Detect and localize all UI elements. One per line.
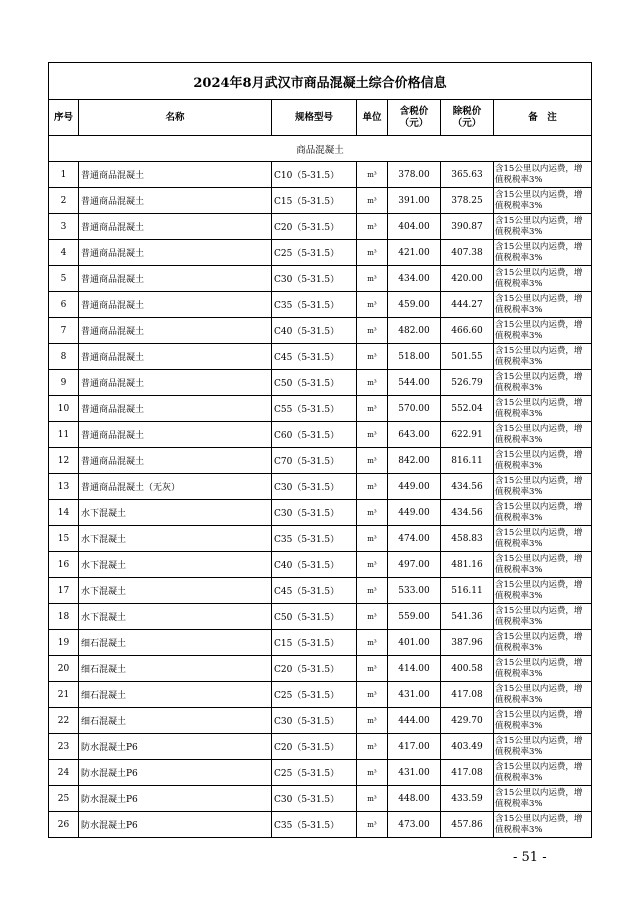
product-name-cell: 普通商品混凝土 bbox=[79, 292, 272, 318]
table-row bbox=[49, 188, 592, 214]
row-number-cell: 11 bbox=[49, 422, 79, 448]
price-excl-tax-cell: 552.04 bbox=[441, 396, 494, 422]
spec-model-cell: C15（5-31.5） bbox=[272, 188, 357, 214]
remark-cell: 含15公里以内运费，增值税税率3% bbox=[494, 292, 592, 318]
product-name-cell: 普通商品混凝土 bbox=[79, 448, 272, 474]
row-number-cell: 4 bbox=[49, 240, 79, 266]
spec-model-cell: C55（5-31.5） bbox=[272, 396, 357, 422]
row-number-cell: 12 bbox=[49, 448, 79, 474]
header-price-tax-label: 含税价 bbox=[399, 105, 429, 117]
product-name-cell: 普通商品混凝土 bbox=[79, 344, 272, 370]
table-row bbox=[49, 344, 592, 370]
table-row bbox=[49, 760, 592, 786]
price-incl-tax-cell: 431.00 bbox=[388, 682, 441, 708]
price-excl-tax-cell: 481.16 bbox=[441, 552, 494, 578]
row-number-cell: 14 bbox=[49, 500, 79, 526]
row-number-cell: 7 bbox=[49, 318, 79, 344]
price-excl-tax-cell: 433.59 bbox=[441, 786, 494, 812]
price-incl-tax-cell: 533.00 bbox=[388, 578, 441, 604]
unit-cell: m³ bbox=[357, 682, 388, 708]
spec-model-cell: C30（5-31.5） bbox=[272, 786, 357, 812]
price-excl-tax-cell: 458.83 bbox=[441, 526, 494, 552]
price-incl-tax-cell: 378.00 bbox=[388, 162, 441, 188]
product-name-cell: 细石混凝土 bbox=[79, 656, 272, 682]
table-row bbox=[49, 370, 592, 396]
price-excl-tax-cell: 407.38 bbox=[441, 240, 494, 266]
remark-cell: 含15公里以内运费，增值税税率3% bbox=[494, 318, 592, 344]
unit-cell: m³ bbox=[357, 734, 388, 760]
spec-model-cell: C15（5-31.5） bbox=[272, 630, 357, 656]
header-no: 序号 bbox=[49, 100, 79, 136]
unit-cell: m³ bbox=[357, 630, 388, 656]
header-name: 名称 bbox=[79, 100, 272, 136]
spec-model-cell: C10（5-31.5） bbox=[272, 162, 357, 188]
price-incl-tax-cell: 414.00 bbox=[388, 656, 441, 682]
unit-cell: m³ bbox=[357, 812, 388, 838]
remark-cell: 含15公里以内运费，增值税税率3% bbox=[494, 344, 592, 370]
price-incl-tax-cell: 401.00 bbox=[388, 630, 441, 656]
remark-cell: 含15公里以内运费，增值税税率3% bbox=[494, 604, 592, 630]
price-excl-tax-cell: 390.87 bbox=[441, 214, 494, 240]
price-incl-tax-cell: 391.00 bbox=[388, 188, 441, 214]
spec-model-cell: C35（5-31.5） bbox=[272, 812, 357, 838]
unit-cell: m³ bbox=[357, 656, 388, 682]
product-name-cell: 普通商品混凝土 bbox=[79, 318, 272, 344]
table-row bbox=[49, 448, 592, 474]
header-unit: 单位 bbox=[357, 100, 388, 136]
table-row bbox=[49, 240, 592, 266]
spec-model-cell: C30（5-31.5） bbox=[272, 500, 357, 526]
price-incl-tax-cell: 482.00 bbox=[388, 318, 441, 344]
spec-model-cell: C40（5-31.5） bbox=[272, 552, 357, 578]
section-title: 商品混凝土 bbox=[49, 136, 592, 162]
row-number-cell: 18 bbox=[49, 604, 79, 630]
product-name-cell: 普通商品混凝土 bbox=[79, 214, 272, 240]
price-excl-tax-cell: 622.91 bbox=[441, 422, 494, 448]
remark-cell: 含15公里以内运费，增值税税率3% bbox=[494, 552, 592, 578]
remark-cell: 含15公里以内运费，增值税税率3% bbox=[494, 214, 592, 240]
table-row bbox=[49, 292, 592, 318]
price-incl-tax-cell: 448.00 bbox=[388, 786, 441, 812]
table-row bbox=[49, 422, 592, 448]
price-excl-tax-cell: 387.96 bbox=[441, 630, 494, 656]
product-name-cell: 普通商品混凝土 bbox=[79, 240, 272, 266]
row-number-cell: 17 bbox=[49, 578, 79, 604]
remark-cell: 含15公里以内运费，增值税税率3% bbox=[494, 266, 592, 292]
unit-cell: m³ bbox=[357, 500, 388, 526]
unit-cell: m³ bbox=[357, 474, 388, 500]
product-name-cell: 细石混凝土 bbox=[79, 682, 272, 708]
price-incl-tax-cell: 421.00 bbox=[388, 240, 441, 266]
spec-model-cell: C60（5-31.5） bbox=[272, 422, 357, 448]
table-title: 2024年8月武汉市商品混凝土综合价格信息 bbox=[49, 63, 592, 100]
row-number-cell: 20 bbox=[49, 656, 79, 682]
price-excl-tax-cell: 429.70 bbox=[441, 708, 494, 734]
product-name-cell: 普通商品混凝土 bbox=[79, 266, 272, 292]
row-number-cell: 16 bbox=[49, 552, 79, 578]
price-incl-tax-cell: 518.00 bbox=[388, 344, 441, 370]
remark-cell: 含15公里以内运费，增值税税率3% bbox=[494, 630, 592, 656]
unit-cell: m³ bbox=[357, 708, 388, 734]
remark-cell: 含15公里以内运费，增值税税率3% bbox=[494, 188, 592, 214]
price-incl-tax-cell: 434.00 bbox=[388, 266, 441, 292]
price-incl-tax-cell: 643.00 bbox=[388, 422, 441, 448]
table-row bbox=[49, 604, 592, 630]
spec-model-cell: C70（5-31.5） bbox=[272, 448, 357, 474]
product-name-cell: 普通商品混凝土 bbox=[79, 396, 272, 422]
spec-model-cell: C20（5-31.5） bbox=[272, 656, 357, 682]
price-incl-tax-cell: 459.00 bbox=[388, 292, 441, 318]
header-price-notax bbox=[441, 100, 494, 136]
spec-model-cell: C50（5-31.5） bbox=[272, 370, 357, 396]
price-incl-tax-cell: 431.00 bbox=[388, 760, 441, 786]
row-number-cell: 23 bbox=[49, 734, 79, 760]
price-incl-tax-cell: 449.00 bbox=[388, 500, 441, 526]
spec-model-cell: C25（5-31.5） bbox=[272, 682, 357, 708]
header-note: 备 注 bbox=[494, 100, 592, 136]
row-number-cell: 13 bbox=[49, 474, 79, 500]
remark-cell: 含15公里以内运费，增值税税率3% bbox=[494, 162, 592, 188]
header-price-tax bbox=[388, 100, 441, 136]
product-name-cell: 普通商品混凝土 bbox=[79, 162, 272, 188]
row-number-cell: 21 bbox=[49, 682, 79, 708]
price-incl-tax-cell: 544.00 bbox=[388, 370, 441, 396]
remark-cell: 含15公里以内运费，增值税税率3% bbox=[494, 734, 592, 760]
page-number: - 51 - bbox=[513, 850, 547, 865]
product-name-cell: 防水混凝土P6 bbox=[79, 734, 272, 760]
unit-cell: m³ bbox=[357, 760, 388, 786]
spec-model-cell: C45（5-31.5） bbox=[272, 344, 357, 370]
spec-model-cell: C50（5-31.5） bbox=[272, 604, 357, 630]
price-excl-tax-cell: 434.56 bbox=[441, 474, 494, 500]
price-excl-tax-cell: 403.49 bbox=[441, 734, 494, 760]
price-incl-tax-cell: 417.00 bbox=[388, 734, 441, 760]
row-number-cell: 15 bbox=[49, 526, 79, 552]
unit-cell: m³ bbox=[357, 188, 388, 214]
unit-cell: m³ bbox=[357, 344, 388, 370]
price-excl-tax-cell: 365.63 bbox=[441, 162, 494, 188]
price-incl-tax-cell: 404.00 bbox=[388, 214, 441, 240]
remark-cell: 含15公里以内运费，增值税税率3% bbox=[494, 396, 592, 422]
table-row bbox=[49, 266, 592, 292]
price-excl-tax-cell: 501.55 bbox=[441, 344, 494, 370]
price-incl-tax-cell: 449.00 bbox=[388, 474, 441, 500]
remark-cell: 含15公里以内运费，增值税税率3% bbox=[494, 786, 592, 812]
remark-cell: 含15公里以内运费，增值税税率3% bbox=[494, 370, 592, 396]
remark-cell: 含15公里以内运费，增值税税率3% bbox=[494, 656, 592, 682]
remark-cell: 含15公里以内运费，增值税税率3% bbox=[494, 500, 592, 526]
spec-model-cell: C20（5-31.5） bbox=[272, 214, 357, 240]
remark-cell: 含15公里以内运费，增值税税率3% bbox=[494, 448, 592, 474]
row-number-cell: 10 bbox=[49, 396, 79, 422]
unit-cell: m³ bbox=[357, 604, 388, 630]
product-name-cell: 细石混凝土 bbox=[79, 708, 272, 734]
header-spec: 规格型号 bbox=[272, 100, 357, 136]
spec-model-cell: C25（5-31.5） bbox=[272, 760, 357, 786]
header-price-notax-label: 除税价 bbox=[452, 105, 482, 117]
header-price-tax-unit: （元） bbox=[399, 117, 429, 129]
table-row bbox=[49, 500, 592, 526]
price-incl-tax-cell: 497.00 bbox=[388, 552, 441, 578]
price-excl-tax-cell: 541.36 bbox=[441, 604, 494, 630]
header-price-notax-unit: （元） bbox=[452, 117, 482, 129]
price-excl-tax-cell: 466.60 bbox=[441, 318, 494, 344]
price-excl-tax-cell: 516.11 bbox=[441, 578, 494, 604]
price-excl-tax-cell: 434.56 bbox=[441, 500, 494, 526]
spec-model-cell: C35（5-31.5） bbox=[272, 526, 357, 552]
unit-cell: m³ bbox=[357, 448, 388, 474]
unit-cell: m³ bbox=[357, 162, 388, 188]
remark-cell: 含15公里以内运费，增值税税率3% bbox=[494, 812, 592, 838]
price-excl-tax-cell: 417.08 bbox=[441, 682, 494, 708]
table-row bbox=[49, 786, 592, 812]
table-row bbox=[49, 630, 592, 656]
price-incl-tax-cell: 473.00 bbox=[388, 812, 441, 838]
price-excl-tax-cell: 420.00 bbox=[441, 266, 494, 292]
title-row bbox=[49, 63, 592, 100]
row-number-cell: 9 bbox=[49, 370, 79, 396]
spec-model-cell: C30（5-31.5） bbox=[272, 474, 357, 500]
price-excl-tax-cell: 816.11 bbox=[441, 448, 494, 474]
price-excl-tax-cell: 444.27 bbox=[441, 292, 494, 318]
unit-cell: m³ bbox=[357, 786, 388, 812]
product-name-cell: 普通商品混凝土 bbox=[79, 370, 272, 396]
product-name-cell: 防水混凝土P6 bbox=[79, 760, 272, 786]
table-row bbox=[49, 734, 592, 760]
price-incl-tax-cell: 474.00 bbox=[388, 526, 441, 552]
spec-model-cell: C30（5-31.5） bbox=[272, 708, 357, 734]
remark-cell: 含15公里以内运费，增值税税率3% bbox=[494, 578, 592, 604]
table-row bbox=[49, 162, 592, 188]
product-name-cell: 水下混凝土 bbox=[79, 578, 272, 604]
product-name-cell: 细石混凝土 bbox=[79, 630, 272, 656]
row-number-cell: 3 bbox=[49, 214, 79, 240]
row-number-cell: 6 bbox=[49, 292, 79, 318]
remark-cell: 含15公里以内运费，增值税税率3% bbox=[494, 474, 592, 500]
row-number-cell: 1 bbox=[49, 162, 79, 188]
product-name-cell: 防水混凝土P6 bbox=[79, 812, 272, 838]
spec-model-cell: C30（5-31.5） bbox=[272, 266, 357, 292]
product-name-cell: 水下混凝土 bbox=[79, 526, 272, 552]
price-incl-tax-cell: 570.00 bbox=[388, 396, 441, 422]
price-excl-tax-cell: 378.25 bbox=[441, 188, 494, 214]
remark-cell: 含15公里以内运费，增值税税率3% bbox=[494, 708, 592, 734]
row-number-cell: 5 bbox=[49, 266, 79, 292]
row-number-cell: 24 bbox=[49, 760, 79, 786]
row-number-cell: 2 bbox=[49, 188, 79, 214]
price-incl-tax-cell: 842.00 bbox=[388, 448, 441, 474]
price-incl-tax-cell: 559.00 bbox=[388, 604, 441, 630]
spec-model-cell: C35（5-31.5） bbox=[272, 292, 357, 318]
table-row bbox=[49, 812, 592, 838]
table-row bbox=[49, 474, 592, 500]
remark-cell: 含15公里以内运费，增值税税率3% bbox=[494, 526, 592, 552]
remark-cell: 含15公里以内运费，增值税税率3% bbox=[494, 682, 592, 708]
price-excl-tax-cell: 417.08 bbox=[441, 760, 494, 786]
table-row bbox=[49, 526, 592, 552]
table-row bbox=[49, 578, 592, 604]
row-number-cell: 26 bbox=[49, 812, 79, 838]
product-name-cell: 普通商品混凝土 bbox=[79, 188, 272, 214]
table-row bbox=[49, 396, 592, 422]
unit-cell: m³ bbox=[357, 266, 388, 292]
unit-cell: m³ bbox=[357, 396, 388, 422]
product-name-cell: 普通商品混凝土 bbox=[79, 422, 272, 448]
table-row bbox=[49, 682, 592, 708]
section-row bbox=[49, 136, 592, 162]
price-excl-tax-cell: 400.58 bbox=[441, 656, 494, 682]
row-number-cell: 8 bbox=[49, 344, 79, 370]
unit-cell: m³ bbox=[357, 240, 388, 266]
unit-cell: m³ bbox=[357, 422, 388, 448]
row-number-cell: 22 bbox=[49, 708, 79, 734]
table-row bbox=[49, 708, 592, 734]
unit-cell: m³ bbox=[357, 552, 388, 578]
spec-model-cell: C20（5-31.5） bbox=[272, 734, 357, 760]
price-excl-tax-cell: 457.86 bbox=[441, 812, 494, 838]
table-row bbox=[49, 214, 592, 240]
unit-cell: m³ bbox=[357, 214, 388, 240]
unit-cell: m³ bbox=[357, 292, 388, 318]
unit-cell: m³ bbox=[357, 370, 388, 396]
price-excl-tax-cell: 526.79 bbox=[441, 370, 494, 396]
remark-cell: 含15公里以内运费，增值税税率3% bbox=[494, 760, 592, 786]
unit-cell: m³ bbox=[357, 578, 388, 604]
product-name-cell: 防水混凝土P6 bbox=[79, 786, 272, 812]
product-name-cell: 水下混凝土 bbox=[79, 552, 272, 578]
product-name-cell: 水下混凝土 bbox=[79, 604, 272, 630]
product-name-cell: 水下混凝土 bbox=[79, 500, 272, 526]
table-row bbox=[49, 656, 592, 682]
price-incl-tax-cell: 444.00 bbox=[388, 708, 441, 734]
unit-cell: m³ bbox=[357, 318, 388, 344]
price-table bbox=[48, 62, 592, 838]
header-row bbox=[49, 100, 592, 136]
row-number-cell: 19 bbox=[49, 630, 79, 656]
remark-cell: 含15公里以内运费，增值税税率3% bbox=[494, 422, 592, 448]
spec-model-cell: C45（5-31.5） bbox=[272, 578, 357, 604]
table-row bbox=[49, 552, 592, 578]
spec-model-cell: C25（5-31.5） bbox=[272, 240, 357, 266]
product-name-cell: 普通商品混凝土（无灰） bbox=[79, 474, 272, 500]
remark-cell: 含15公里以内运费，增值税税率3% bbox=[494, 240, 592, 266]
table-row bbox=[49, 318, 592, 344]
row-number-cell: 25 bbox=[49, 786, 79, 812]
unit-cell: m³ bbox=[357, 526, 388, 552]
spec-model-cell: C40（5-31.5） bbox=[272, 318, 357, 344]
